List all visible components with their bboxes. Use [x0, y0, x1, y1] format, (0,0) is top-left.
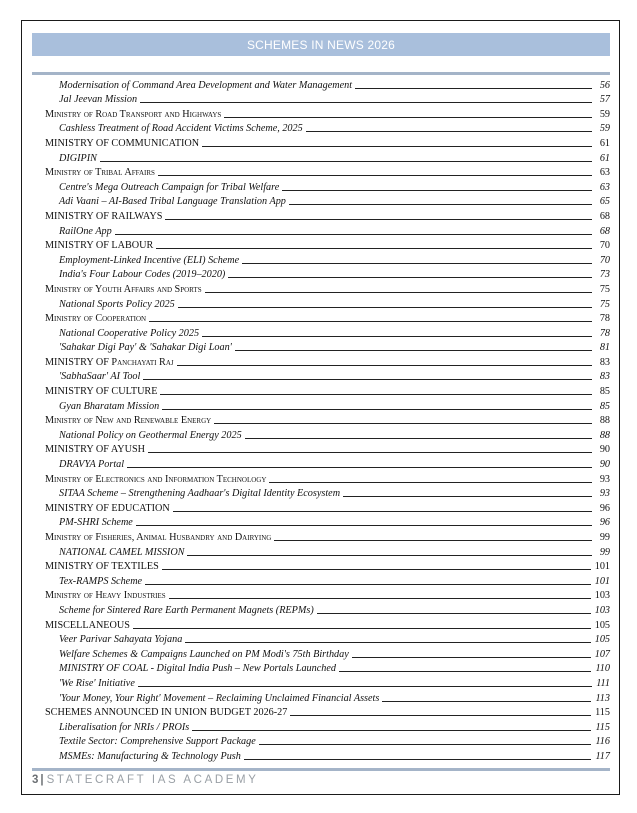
- toc-entry-page: 75: [599, 298, 610, 310]
- toc-entry[interactable]: [45, 266, 610, 281]
- top-rule: [32, 72, 610, 75]
- toc-entry[interactable]: [45, 164, 610, 179]
- toc-leader-line: [100, 161, 592, 162]
- toc-entry-title: Ministry of Fisheries, Animal Husbandry and Dairying: [45, 532, 272, 543]
- toc-leader-line: [145, 584, 591, 585]
- toc-entry[interactable]: [45, 485, 610, 500]
- toc-leader-line: [158, 175, 592, 176]
- toc-entry[interactable]: [45, 368, 610, 383]
- toc-entry-title: National Policy on Geothermal Energy 2025: [59, 429, 242, 441]
- toc-entry[interactable]: [45, 397, 610, 412]
- toc-entry[interactable]: [45, 572, 610, 587]
- toc-leader-line: [136, 525, 592, 526]
- table-of-contents: [45, 76, 610, 762]
- footer-separator: |: [40, 774, 44, 786]
- toc-entry-title: National Sports Policy 2025: [59, 298, 175, 310]
- toc-entry-page: 111: [596, 677, 610, 689]
- toc-leader-line: [290, 715, 591, 716]
- toc-entry-page: 88: [599, 415, 610, 427]
- toc-entry[interactable]: [45, 193, 610, 208]
- toc-leader-line: [192, 730, 591, 731]
- toc-entry-page: 68: [599, 225, 610, 237]
- toc-entry[interactable]: [45, 120, 610, 135]
- toc-entry-page: 83: [599, 356, 610, 368]
- toc-entry-title: DIGIPIN: [59, 152, 97, 164]
- toc-leader-line: [162, 569, 591, 570]
- toc-leader-line: [228, 277, 592, 278]
- page-title: SCHEMES IN NEWS 2026: [246, 37, 396, 52]
- toc-entry[interactable]: [45, 353, 610, 368]
- toc-leader-line: [127, 467, 592, 468]
- toc-entry[interactable]: [45, 207, 610, 222]
- toc-leader-line: [205, 292, 592, 293]
- toc-entry-page: 63: [599, 167, 610, 179]
- toc-entry-title: Jal Jeevan Mission: [59, 94, 138, 106]
- toc-entry[interactable]: [45, 543, 610, 558]
- toc-entry[interactable]: [45, 747, 610, 762]
- toc-entry-page: 117: [595, 750, 610, 762]
- toc-leader-line: [162, 409, 592, 410]
- toc-leader-line: [177, 365, 592, 366]
- toc-entry[interactable]: [45, 528, 610, 543]
- toc-entry-page: 61: [599, 137, 610, 149]
- toc-entry-title: 'Sahakar Digi Pay' & 'Sahakar Digi Loan': [59, 342, 232, 354]
- toc-leader-line: [269, 482, 592, 483]
- toc-entry[interactable]: [45, 499, 610, 514]
- toc-leader-line: [259, 744, 592, 745]
- header-bar: [32, 33, 610, 56]
- toc-entry[interactable]: [45, 339, 610, 354]
- toc-entry-title: PM-SHRI Scheme: [59, 517, 133, 529]
- toc-entry-title: Ministry of Tribal Affairs: [45, 167, 155, 179]
- toc-entry[interactable]: [45, 149, 610, 164]
- toc-entry[interactable]: [45, 455, 610, 470]
- toc-entry-page: 85: [599, 400, 610, 412]
- toc-entry[interactable]: [45, 601, 610, 616]
- toc-entry-title: Ministry of New and Renewable Energy: [45, 415, 212, 427]
- toc-entry-page: 78: [599, 313, 610, 325]
- toc-leader-line: [282, 190, 592, 191]
- toc-leader-line: [178, 307, 592, 308]
- toc-leader-line: [224, 117, 592, 118]
- toc-entry-page: 81: [599, 342, 610, 354]
- toc-leader-line: [244, 759, 592, 760]
- toc-entry-title: Cashless Treatment of Road Accident Victims Scheme, 2025: [59, 123, 303, 135]
- toc-entry[interactable]: [45, 660, 610, 675]
- toc-entry[interactable]: [45, 310, 610, 325]
- toc-entry-title: Ministry of Cooperation: [45, 313, 147, 325]
- toc-entry-page: 57: [599, 94, 610, 106]
- toc-entry-title: MINISTRY OF LABOUR: [45, 240, 154, 252]
- toc-entry-page: 75: [599, 283, 610, 295]
- toc-leader-line: [173, 511, 592, 512]
- toc-entry-title: Centre's Mega Outreach Campaign for Tribal Welfare: [59, 181, 280, 193]
- toc-entry-title: Ministry of Youth Affairs and Sports: [45, 283, 202, 295]
- toc-entry-page: 103: [594, 590, 610, 602]
- toc-entry-page: 116: [595, 736, 610, 748]
- toc-leader-line: [306, 131, 592, 132]
- bottom-rule: [32, 768, 610, 771]
- toc-entry-title: MSMEs: Manufacturing & Technology Push: [59, 750, 241, 762]
- toc-entry-title: Ministry of Electronics and Information Technology: [45, 473, 267, 485]
- toc-leader-line: [187, 555, 592, 556]
- toc-leader-line: [156, 248, 592, 249]
- toc-entry-page: 85: [599, 386, 610, 398]
- toc-entry-page: 113: [595, 692, 610, 704]
- toc-entry-page: 68: [599, 210, 610, 222]
- toc-entry-page: 59: [599, 108, 610, 120]
- toc-leader-line: [235, 350, 592, 351]
- toc-entry[interactable]: [45, 76, 610, 91]
- toc-entry-page: 65: [599, 196, 610, 208]
- toc-entry-page: 93: [599, 473, 610, 485]
- toc-leader-line: [202, 336, 592, 337]
- toc-leader-line: [352, 657, 591, 658]
- toc-entry-page: 101: [594, 575, 610, 587]
- toc-entry-title: Welfare Schemes & Campaigns Launched on PM Modi's 75th Birthday: [59, 648, 349, 660]
- toc-entry-title: RailOne App: [59, 225, 112, 237]
- toc-entry[interactable]: [45, 470, 610, 485]
- footer-page-number: 3: [32, 774, 39, 786]
- toc-leader-line: [355, 88, 592, 89]
- toc-entry-page: 63: [599, 181, 610, 193]
- toc-entry[interactable]: [45, 733, 610, 748]
- toc-entry[interactable]: [45, 558, 610, 573]
- toc-entry-title: Textile Sector: Comprehensive Support Package: [59, 736, 256, 748]
- toc-entry[interactable]: [45, 251, 610, 266]
- toc-entry-title: SCHEMES ANNOUNCED IN UNION BUDGET 2026-27: [45, 707, 288, 719]
- toc-entry-page: 101: [594, 561, 610, 573]
- toc-leader-line: [382, 701, 591, 702]
- toc-entry[interactable]: [45, 441, 610, 456]
- toc-leader-line: [343, 496, 592, 497]
- toc-leader-line: [185, 642, 590, 643]
- toc-entry-title: MINISTRY OF RAILWAYS: [45, 210, 163, 222]
- toc-entry-title: Gyan Bharatam Mission: [59, 400, 160, 412]
- toc-entry-page: 59: [599, 123, 610, 135]
- toc-entry-title: DRAVYA Portal: [59, 459, 125, 471]
- toc-entry-page: 103: [594, 604, 610, 616]
- toc-entry[interactable]: [45, 674, 610, 689]
- toc-entry[interactable]: [45, 426, 610, 441]
- toc-entry-title: NATIONAL CAMEL MISSION: [59, 546, 185, 558]
- toc-entry[interactable]: [45, 237, 610, 252]
- toc-entry[interactable]: [45, 645, 610, 660]
- toc-entry-page: 73: [599, 269, 610, 281]
- toc-entry[interactable]: [45, 689, 610, 704]
- toc-entry[interactable]: [45, 280, 610, 295]
- toc-entry-page: 105: [594, 619, 610, 631]
- toc-entry-page: 96: [599, 517, 610, 529]
- toc-entry-title: MINISTRY OF Panchayati Raj: [45, 356, 174, 368]
- footer: [32, 774, 258, 786]
- toc-leader-line: [317, 613, 591, 614]
- toc-leader-line: [138, 686, 592, 687]
- toc-entry-title: MINISTRY OF EDUCATION: [45, 502, 170, 514]
- toc-entry-title: 'We Rise' Initiative: [59, 677, 135, 689]
- toc-entry-title: Ministry of Heavy Industries: [45, 590, 166, 602]
- toc-leader-line: [143, 379, 592, 380]
- toc-entry[interactable]: [45, 134, 610, 149]
- toc-leader-line: [169, 598, 591, 599]
- toc-entry[interactable]: [45, 178, 610, 193]
- toc-entry-page: 99: [599, 546, 610, 558]
- toc-entry-title: India's Four Labour Codes (2019–2020): [59, 269, 226, 281]
- toc-entry-page: 93: [599, 488, 610, 500]
- toc-entry-title: 'Your Money, Your Right' Movement – Reclaiming Unclaimed Financial Assets: [59, 692, 380, 704]
- toc-entry-title: National Cooperative Policy 2025: [59, 327, 200, 339]
- toc-entry[interactable]: [45, 382, 610, 397]
- toc-entry-title: Ministry of Road Transport and Highways: [45, 108, 222, 120]
- toc-entry-page: 70: [599, 254, 610, 266]
- toc-leader-line: [140, 102, 592, 103]
- toc-entry-title: MINISTRY OF TEXTILES: [45, 561, 159, 573]
- toc-entry-title: MINISTRY OF COAL - Digital India Push – New Portals Launched: [59, 663, 336, 675]
- toc-entry-title: MINISTRY OF CULTURE: [45, 386, 158, 398]
- toc-entry-title: MISCELLANEOUS: [45, 619, 130, 631]
- toc-entry[interactable]: [45, 324, 610, 339]
- toc-entry-page: 105: [594, 634, 610, 646]
- toc-entry-page: 78: [599, 327, 610, 339]
- toc-leader-line: [214, 423, 592, 424]
- toc-entry-title: Employment-Linked Incentive (ELI) Scheme: [59, 254, 240, 266]
- toc-entry-page: 88: [599, 429, 610, 441]
- toc-entry-page: 56: [599, 79, 610, 91]
- toc-entry[interactable]: [45, 412, 610, 427]
- toc-entry-title: Adi Vaani – AI-Based Tribal Language Translation App: [59, 196, 286, 208]
- toc-leader-line: [245, 438, 592, 439]
- toc-entry-title: MINISTRY OF COMMUNICATION: [45, 137, 200, 149]
- toc-entry-page: 115: [595, 721, 610, 733]
- toc-leader-line: [115, 234, 592, 235]
- toc-entry[interactable]: [45, 105, 610, 120]
- toc-entry-title: Modernisation of Command Area Development and Water Management: [59, 79, 353, 91]
- toc-entry[interactable]: [45, 704, 610, 719]
- toc-leader-line: [148, 452, 592, 453]
- toc-entry-title: Veer Parivar Sahayata Yojana: [59, 634, 183, 646]
- toc-entry-page: 61: [599, 152, 610, 164]
- toc-entry-page: 83: [599, 371, 610, 383]
- toc-entry[interactable]: [45, 587, 610, 602]
- toc-leader-line: [289, 204, 592, 205]
- toc-entry-title: Tex-RAMPS Scheme: [59, 575, 143, 587]
- toc-entry-title: SITAA Scheme – Strengthening Aadhaar's Digital Identity Ecosystem: [59, 488, 341, 500]
- toc-entry-title: 'SabhaSaar' AI Tool: [59, 371, 141, 383]
- toc-leader-line: [339, 671, 592, 672]
- toc-entry[interactable]: [45, 295, 610, 310]
- footer-academy-name: STATECRAFT IAS ACADEMY: [46, 774, 259, 786]
- toc-entry-page: 99: [599, 532, 610, 543]
- toc-entry-title: Scheme for Sintered Rare Earth Permanent Magnets (REPMs): [59, 604, 314, 616]
- toc-entry-title: MINISTRY OF AYUSH: [45, 444, 146, 456]
- toc-entry-page: 110: [595, 663, 610, 675]
- toc-leader-line: [133, 628, 591, 629]
- toc-entry[interactable]: [45, 718, 610, 733]
- toc-entry-page: 115: [595, 707, 610, 719]
- toc-leader-line: [202, 146, 592, 147]
- toc-entry[interactable]: [45, 222, 610, 237]
- toc-entry-page: 96: [599, 502, 610, 514]
- toc-entry-page: 70: [599, 240, 610, 252]
- toc-entry-page: 90: [599, 459, 610, 471]
- toc-entry-title: Liberalisation for NRIs / PROIs: [59, 721, 190, 733]
- toc-leader-line: [149, 321, 592, 322]
- toc-leader-line: [274, 540, 592, 541]
- toc-entry[interactable]: [45, 616, 610, 631]
- toc-entry[interactable]: [45, 91, 610, 106]
- toc-entry-page: 90: [599, 444, 610, 456]
- toc-leader-line: [242, 263, 592, 264]
- toc-entry[interactable]: [45, 631, 610, 646]
- toc-leader-line: [165, 219, 592, 220]
- toc-entry[interactable]: [45, 514, 610, 529]
- toc-entry-page: 107: [594, 648, 610, 660]
- toc-leader-line: [160, 394, 592, 395]
